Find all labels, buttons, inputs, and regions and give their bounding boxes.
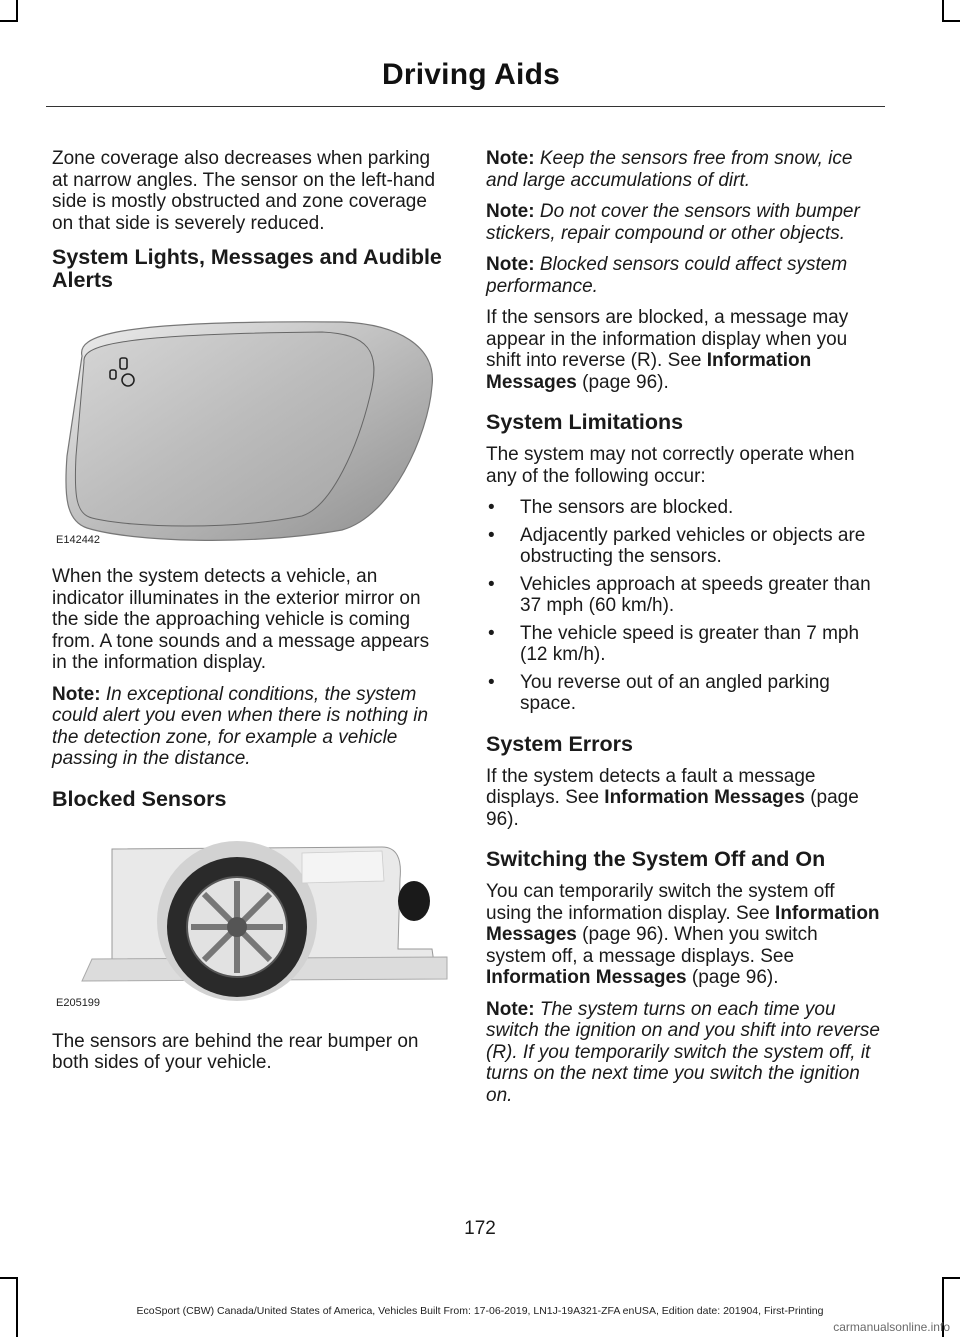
info-messages-link[interactable]: Information Messages bbox=[486, 350, 812, 393]
paragraph-text: If the sensors are blocked, a message may appear in the information display when you shift into reverse (R). See bbox=[486, 307, 849, 371]
sensors-location-paragraph: The sensors are behind the rear bumper on both sides of your vehicle. bbox=[52, 1030, 419, 1073]
figure-code: E142442 bbox=[56, 534, 101, 546]
page-reference: (page 96). bbox=[486, 787, 859, 830]
bumper-illustration bbox=[52, 839, 448, 1011]
heading-switching-system: Switching the System Off and On bbox=[486, 847, 826, 871]
blocked-message-paragraph bbox=[486, 307, 882, 393]
paragraph-text: When you switch system off, a message displays. See bbox=[486, 924, 818, 967]
list-item: • You reverse out of an angled parking space. bbox=[488, 671, 830, 714]
crop-mark bbox=[0, 20, 18, 22]
list-item: • Adjacently parked vehicles or objects are obstructing the sensors. bbox=[488, 524, 866, 567]
page-number: 172 bbox=[464, 1218, 496, 1239]
limitations-list bbox=[486, 497, 882, 715]
note-label: Note: bbox=[486, 148, 535, 169]
intro-paragraph: Zone coverage also decreases when parking at narrow angles. The sensor on the left-hand side is mostly obstructed and zone coverage on that side is severely reduced. bbox=[52, 148, 436, 234]
info-messages-link[interactable]: Information Messages bbox=[486, 902, 880, 945]
detect-paragraph: When the system detects a vehicle, an indicator illuminates in the exterior mirror on the side the approaching vehicle is coming from. A tone sounds and a message appears in the information display. bbox=[52, 566, 430, 673]
list-item: • The vehicle speed is greater than 7 mph (12 km/h). bbox=[488, 622, 860, 665]
switch-paragraph bbox=[486, 881, 882, 989]
paragraph-text: If the system detects a fault a message displays. See bbox=[486, 765, 816, 808]
note-text: In exceptional conditions, the system could alert you even when there is nothing in the detection zone, for example a vehicle passing in the distance. bbox=[52, 683, 429, 769]
note-text: Blocked sensors could affect system performance. bbox=[486, 254, 848, 297]
list-item: • Vehicles approach at speeds greater than 37 mph (60 km/h). bbox=[488, 573, 871, 616]
right-column bbox=[486, 148, 882, 1116]
mirror-illustration bbox=[52, 316, 448, 548]
note-snow bbox=[486, 148, 882, 191]
heading-system-lights: System Lights, Messages and Audible Alerts bbox=[52, 245, 442, 292]
footer-edition-info: EcoSport (CBW) Canada/United States of America, Vehicles Built From: 17-06-2019, LN1J-19A321-ZFA enUSA, Edition date: 201904, First-Printing bbox=[136, 1305, 824, 1317]
heading-blocked-sensors: Blocked Sensors bbox=[52, 786, 227, 811]
limitations-intro: The system may not correctly operate when any of the following occur: bbox=[486, 444, 855, 487]
note-label: Note: bbox=[486, 201, 535, 222]
title-rule bbox=[46, 106, 885, 107]
page-reference: (page 96). bbox=[691, 967, 779, 988]
figure-mirror bbox=[52, 316, 448, 548]
note-label: Note: bbox=[486, 998, 535, 1020]
figure-bumper bbox=[52, 839, 448, 1011]
sensor-icon bbox=[398, 881, 430, 921]
paragraph-text: You can temporarily switch the system off using the information display. See bbox=[486, 881, 835, 924]
crop-mark bbox=[942, 0, 944, 22]
crop-mark bbox=[942, 20, 960, 22]
left-column bbox=[52, 148, 448, 1084]
note-ignition bbox=[486, 999, 882, 1107]
note-label: Note: bbox=[486, 254, 535, 275]
figure-code: E205199 bbox=[56, 996, 101, 1009]
info-messages-link[interactable]: Information Messages bbox=[486, 967, 687, 988]
list-item: • The sensors are blocked. bbox=[488, 497, 734, 518]
heading-system-limitations: System Limitations bbox=[486, 410, 684, 434]
watermark: carmanualsonline.info bbox=[833, 1320, 950, 1334]
errors-paragraph bbox=[486, 766, 882, 831]
heading-system-errors: System Errors bbox=[486, 731, 633, 756]
note-text: Do not cover the sensors with bumper stickers, repair compound or other objects. bbox=[486, 201, 860, 244]
page-reference: (page 96). bbox=[582, 924, 669, 945]
info-messages-link[interactable]: Information Messages bbox=[604, 787, 805, 808]
note-blocked bbox=[486, 254, 882, 297]
note-text: The system turns on each time you switch the ignition on and you shift into reverse (R). If you temporarily switch the system off, it turns on the next time you switch the ignition on. bbox=[486, 998, 880, 1106]
crop-mark bbox=[0, 1277, 18, 1279]
page-reference: (page 96). bbox=[582, 371, 669, 393]
crop-mark bbox=[942, 1277, 960, 1279]
page-title: Driving Aids bbox=[382, 58, 560, 91]
note-paragraph bbox=[52, 684, 448, 770]
note-cover bbox=[486, 201, 882, 244]
note-text: Keep the sensors free from snow, ice and large accumulations of dirt. bbox=[486, 148, 853, 191]
note-label: Note: bbox=[52, 683, 101, 705]
crop-mark bbox=[16, 0, 18, 22]
